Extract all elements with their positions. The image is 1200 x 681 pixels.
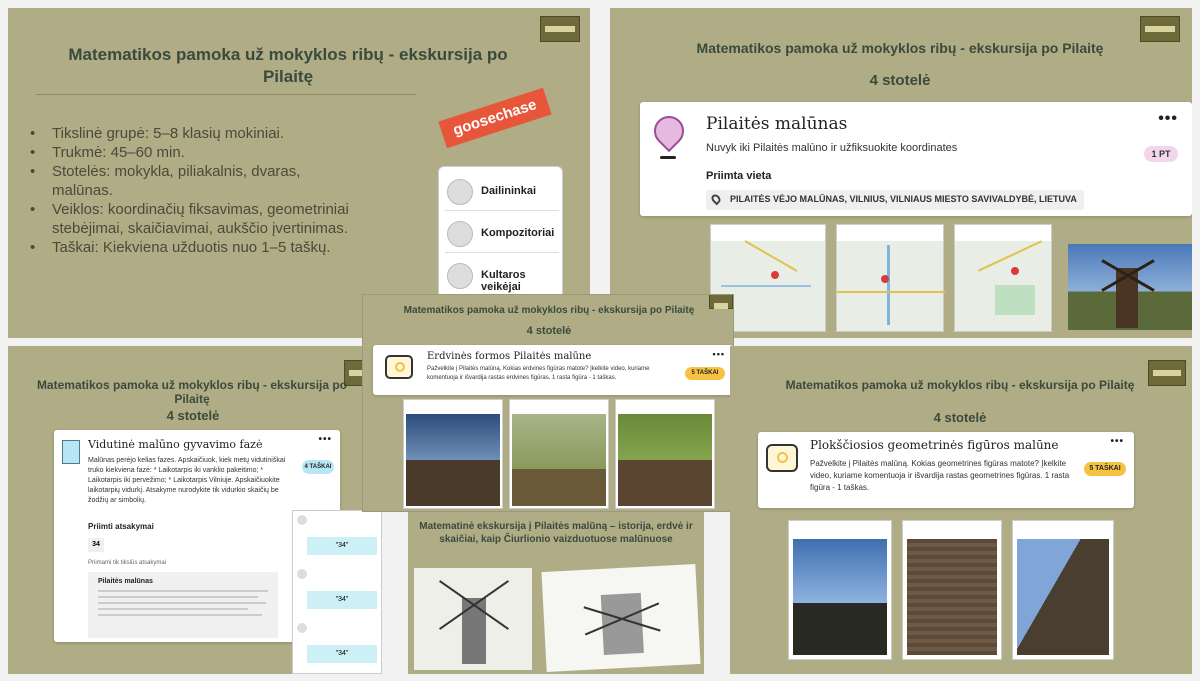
accepted-label: Priimta vieta [706,170,772,182]
team-item[interactable] [445,217,559,253]
document-icon [62,440,80,464]
mission-description: Pažvelkite į Pilaitės malūną. Kokias geometrines figūras matote? Įkelkite video, kuriame komentuoja ir išvardija rastas geometrines figūras. 1 rasta figūra - 1 taškas. [810,459,1070,492]
slide-location [610,8,1192,338]
mission-title: Vidutinė malūno gyvavimo fazė [88,438,263,451]
map-pin-icon [881,275,889,283]
bullet-item: • Tikslinė grupė: 5–8 klasių mokiniai. [30,124,360,143]
map-screenshot [954,224,1052,332]
mission-title: Erdvinės formos Pilaitės malūne [427,351,592,362]
more-options-icon[interactable]: ••• [712,349,725,359]
video-thumbnail[interactable] [788,520,892,660]
windmill-photo [1068,244,1192,330]
video-thumbnail[interactable] [403,399,503,509]
points-badge: 4 TAŠKAI [302,460,334,474]
station-subtitle: 4 stotelė [166,408,220,423]
video-thumbnail[interactable] [902,520,1002,660]
camera-icon [766,444,798,472]
mission-title: Plokščiosios geometrinės figūros malūne [810,438,1059,452]
avatar [297,623,307,633]
slide-title: Matematikos pamoka už mokyklos ribų - ekskursija po Pilaitę [696,40,1104,56]
accuracy-note: Priimami tik tikslūs atsakymai [88,560,167,566]
slide-3d-shapes [362,294,734,512]
submission-answer: "34" [307,591,377,609]
windmill-sketch [541,564,700,672]
points-badge: 5 TAŠKAI [685,367,725,380]
slide-2d-shapes [730,346,1192,674]
slide-title: Matematikos pamoka už mokyklos ribų - ekskursija po Pilaitę [785,378,1135,392]
answer-value: 34 [88,538,104,552]
team-avatar-icon [447,263,473,289]
map-screenshot [836,224,944,332]
video-thumbnail[interactable] [615,399,715,509]
team-item[interactable] [445,175,559,211]
location-pin-icon [648,110,690,152]
mission-description: Malūnas perėjo kelias fazes. Apskaičiuok, kiek metų vidutiniškai truko kiekviena fazė: * Laikotarpis iki vanklio pakeitimo; * Laikotarpis iki pervežimo; * Laikotarpis Vilniuje. Apskaičiuokite laikotarpių vidurkį. Atsakyme nurodykite tik vidurkio skaičių be žodžių ar simbolių. [88,457,286,504]
station-subtitle: 4 stotelė [869,72,931,89]
slide-title: Matematikos pamoka už mokyklos ribų - ekskursija po Pilaitę [68,45,508,86]
mission-title: Pilaitės malūnas [706,114,848,134]
slide-title: Matematikos pamoka už mokyklos ribų - ekskursija po Pilaitę [36,378,348,406]
submission-item[interactable] [297,623,379,671]
windmill-sketch [414,568,532,670]
title-divider [36,94,416,95]
more-options-icon[interactable]: ••• [1158,110,1178,127]
bullet-item: • Taškai: Kiekviena užduotis nuo 1–5 taškų. [30,238,360,257]
logo-icon [540,16,580,42]
slide-title: Matematikos pamoka už mokyklos ribų - ekskursija po Pilaitę [403,305,695,316]
submission-strip [292,510,382,674]
more-options-icon[interactable]: ••• [1110,436,1124,447]
mission-description: Pažvelkite į Pilaitės malūną. Kokias erdvines figūras matote? Įkelkite video, kuriame komentuoja ir išvardija rastas erdvines figūras. 1 rasta figūra - 1 taškas. [427,366,650,381]
station-subtitle: 4 stotelė [933,410,987,425]
more-options-icon[interactable]: ••• [318,434,332,445]
mission-card [640,102,1192,216]
mission-card [373,345,733,395]
mission-description: Nuvyk iki Pilaitės malūno ir užfiksuokite koordinates [706,142,958,154]
team-avatar-icon [447,179,473,205]
bullet-item: • Veiklos: koordinačių fiksavimas, geometriniai stebėjimai, skaičiavimai, aukščio įvertinimas. [30,200,360,238]
slide-answer [8,346,382,674]
team-item[interactable] [445,259,559,295]
team-name: Kompozitoriai [481,227,555,239]
info-panel [88,572,278,638]
map-pin-icon [771,271,779,279]
station-subtitle: 4 stotelė [526,325,572,337]
points-badge: 5 TAŠKAI [1084,462,1126,476]
submission-answer: "34" [307,645,377,663]
accepted-label: Priimti atsakymai [88,522,154,531]
video-thumbnail[interactable] [509,399,609,509]
slide-history [408,512,704,674]
avatar [297,515,307,525]
video-thumbnail[interactable] [1012,520,1114,660]
points-badge: 1 PT [1144,146,1178,162]
slide-intro [8,8,590,338]
team-name: Kultaros veikėjai [481,269,526,293]
location-chip [706,190,1084,210]
bullet-item: • Trukmė: 45–60 min. [30,143,360,162]
bullet-item: • Stotelės: mokykla, piliakalnis, dvaras, malūnas. [30,162,360,200]
team-avatar-icon [447,221,473,247]
submission-item[interactable] [297,515,379,563]
location-text: PILAITĖS VĖJO MALŪNAS, VILNIUS, VILNIAUS MIESTO SAVIVALDYBĖ, LIETUVA [730,194,1077,204]
map-pin-icon [1011,267,1019,275]
camera-icon [385,355,413,379]
slide-title: Matematinė ekskursija į Pilaitės malūną – istorija, erdvė ir skaičiai, kaip Čiurlionio vaizduotuose malūnuose [419,521,693,545]
submission-answer: "34" [307,537,377,555]
submission-item[interactable] [297,569,379,617]
logo-icon [1140,16,1180,42]
mission-card [758,432,1134,508]
goosechase-badge: goosechase [438,88,551,149]
intro-bullet-list [30,124,360,257]
avatar [297,569,307,579]
team-name: Dailininkai [481,185,537,197]
info-panel-title: Pilaitės malūnas [98,578,153,585]
pin-shadow-icon [660,156,676,159]
map-marker-icon [710,193,723,206]
